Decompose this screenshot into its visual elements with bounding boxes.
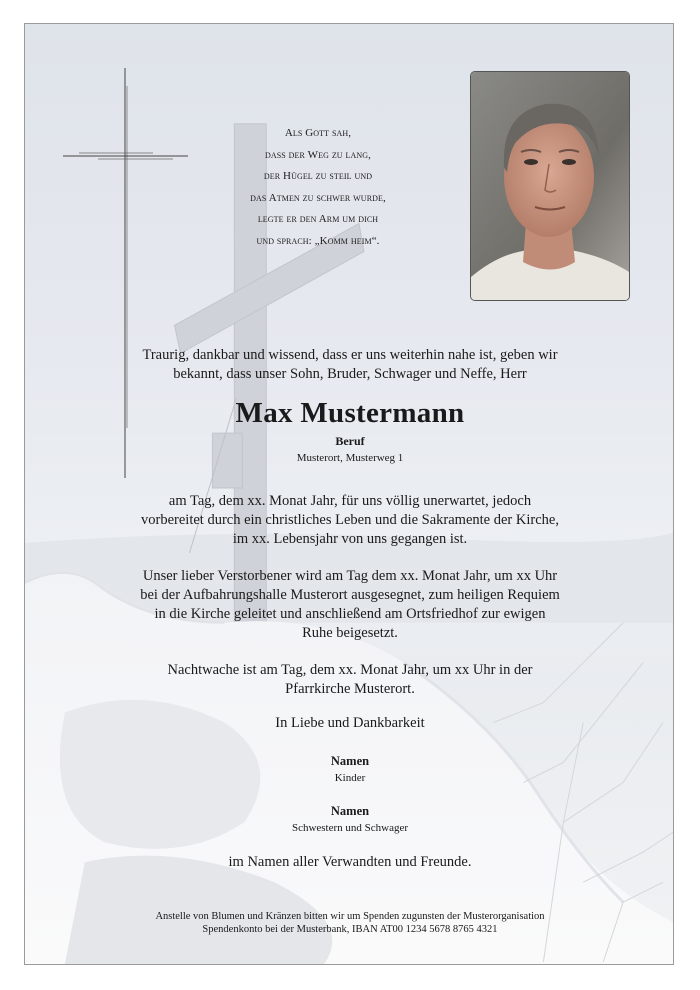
poem-line: Als Gott sah, <box>284 127 352 139</box>
poem-line: und sprach: „Komm heim“. <box>256 234 380 247</box>
bank-account: Spendenkonto bei der Musterbank, IBAN AT00 1234 5678 8765 4321 <box>202 924 498 935</box>
portrait-image <box>471 72 629 300</box>
poem-line: der Hügel zu steil und <box>263 170 373 182</box>
closing-text: In Liebe und Dankbarkeit <box>275 715 425 731</box>
obituary-content <box>25 346 674 871</box>
obituary-card <box>24 23 674 965</box>
funeral-paragraph: Unser lieber Verstorbener wird am Tag dem xx. Monat Jahr, um xx Uhr bei der Aufbahrungshalle Musterort ausgesegnet, zum heiligen Requiem in die Kirche geleitet und anschließend am Ortsfriedhof zur ewigen Ruhe beigesetzt. <box>140 568 560 641</box>
deceased-job: Beruf <box>335 434 365 448</box>
wake-paragraph: Nachtwache ist am Tag, dem xx. Monat Jahr, um xx Uhr in der Pfarrkirche Musterort. <box>167 662 533 697</box>
deceased-address: Musterort, Musterweg 1 <box>296 452 404 464</box>
poem-line: dass der Weg zu lang, <box>264 148 372 161</box>
mourner-name: Namen <box>330 754 370 768</box>
deceased-name: Max Mustermann <box>235 397 465 429</box>
mourner-name: Namen <box>330 804 370 818</box>
poem <box>233 123 403 252</box>
relatives-text: im Namen aller Verwandten und Freunde. <box>228 854 472 870</box>
poem-line: legte er den Arm um dich <box>257 213 379 225</box>
mourner-role: Schwestern und Schwager <box>291 822 409 834</box>
poem-line: das Atmen zu schwer wurde, <box>250 191 386 204</box>
portrait-photo <box>470 71 630 301</box>
mourner-role: Kinder <box>334 772 366 784</box>
intro-text: Traurig, dankbar und wissend, dass er uns weiterhin nahe ist, geben wir bekannt, dass unser Sohn, Bruder, Schwager und Neffe, Herr <box>142 347 558 382</box>
death-paragraph: am Tag, dem xx. Monat Jahr, für uns völlig unerwartet, jedoch vorbereitet durch ein christliches Leben und die Sakramente der Kirche, im xx. Lebensjahr von uns gegangen ist. <box>141 493 559 547</box>
donation-note: Anstelle von Blumen und Kränzen bitten wir um Spenden zugunsten der Musterorganisation <box>155 911 545 922</box>
donation-footer <box>25 910 674 936</box>
